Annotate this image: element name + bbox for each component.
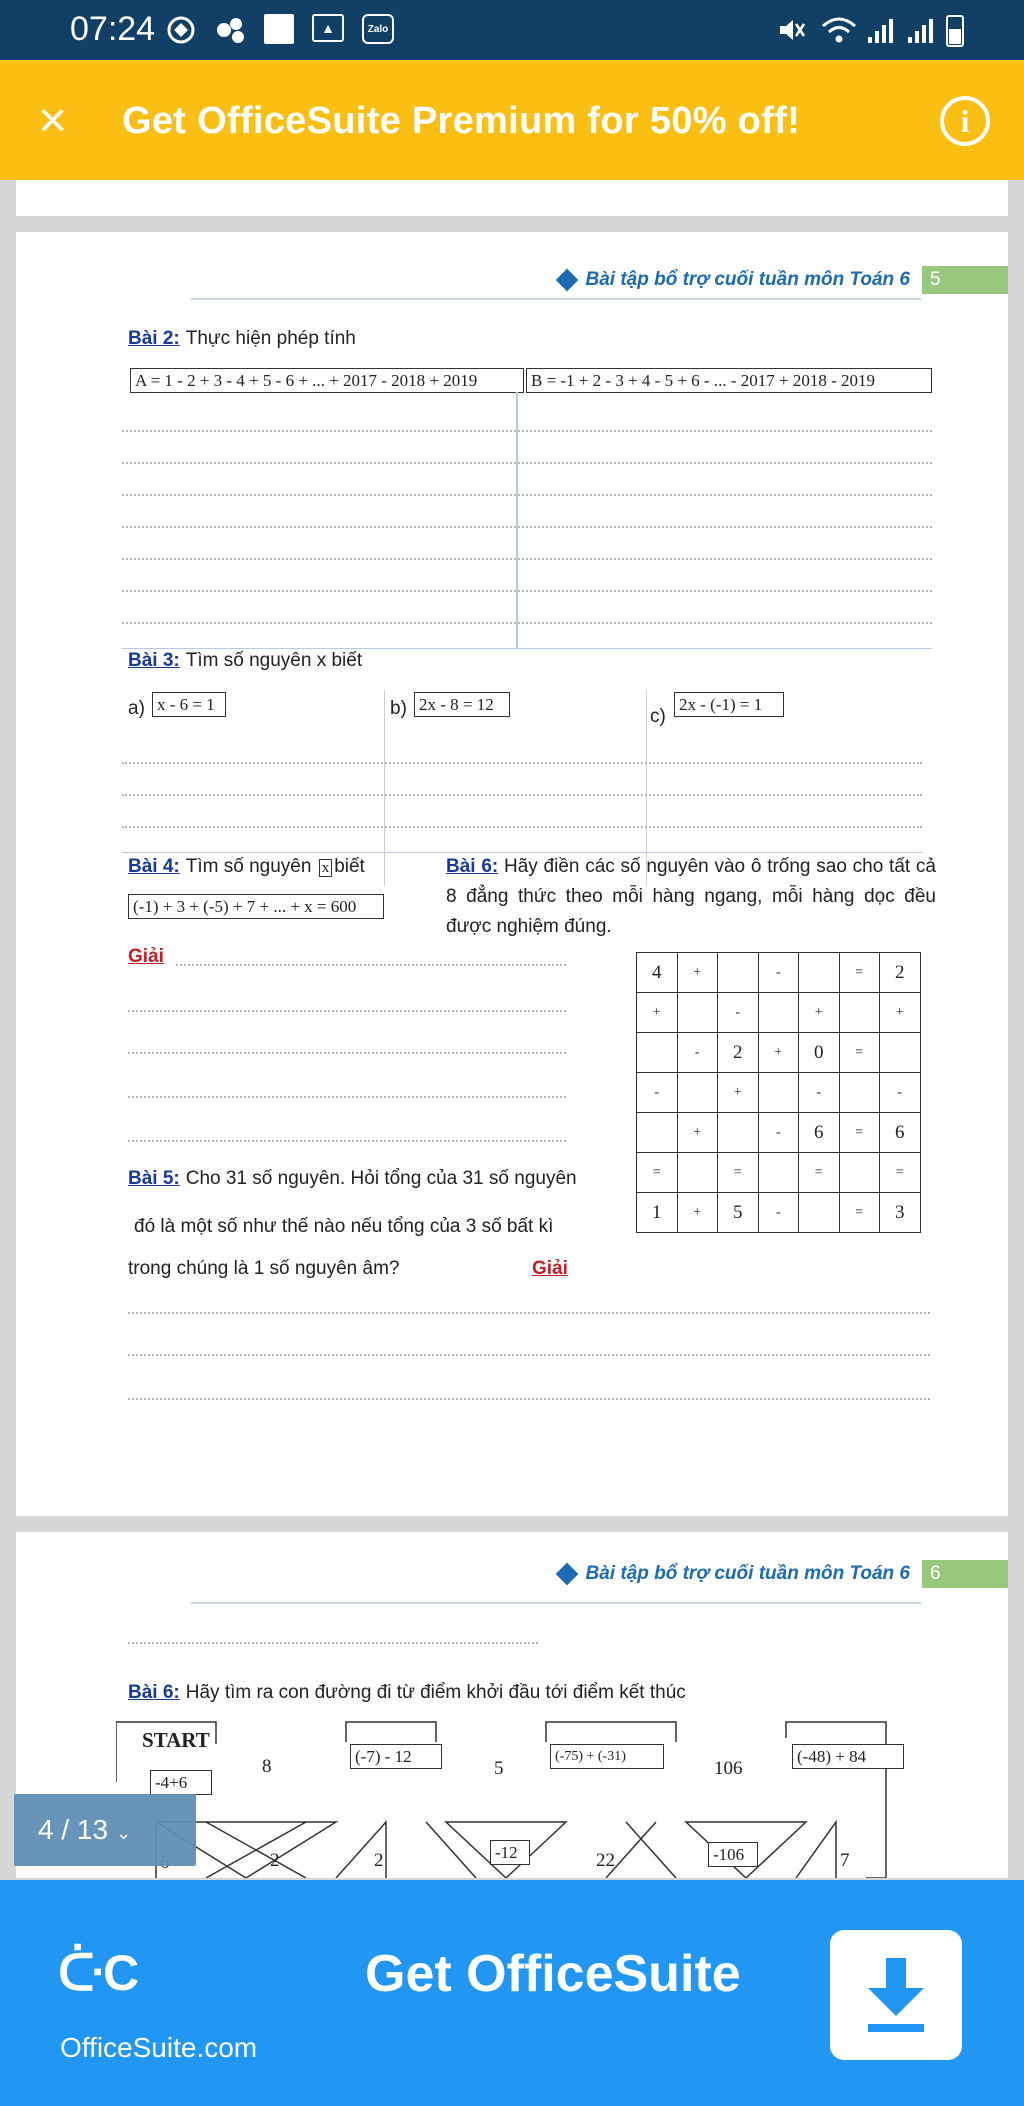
answer-line bbox=[176, 964, 566, 966]
bai3-a-prefix: a) bbox=[128, 698, 145, 719]
signal-1-icon bbox=[866, 14, 898, 46]
grid-cell: - bbox=[758, 1113, 799, 1153]
bai5-giai: Giải bbox=[532, 1258, 568, 1279]
bai6-p2-heading bbox=[128, 1682, 686, 1704]
grid-cell: 2 bbox=[718, 1033, 759, 1073]
bai3-c-prefix: c) bbox=[650, 706, 666, 727]
puzzle-num-5: 5 bbox=[494, 1758, 504, 1779]
grid-cell: 4 bbox=[637, 953, 678, 993]
zalo-icon: Zalo bbox=[362, 14, 394, 44]
page-indicator-text[interactable]: 4 / 13 bbox=[38, 1814, 109, 1845]
ad-site[interactable]: OfficeSuite.com bbox=[60, 2032, 258, 2063]
answer-line bbox=[128, 1096, 566, 1098]
grid-cell: 5 bbox=[718, 1193, 759, 1233]
grid-cell: + bbox=[677, 1113, 718, 1153]
number-grid bbox=[636, 952, 921, 1233]
diamond-icon bbox=[556, 269, 579, 292]
bai3-label: Bài 3: bbox=[128, 650, 180, 671]
equation-c: 2x - (-1) = 1 bbox=[674, 692, 784, 717]
puzzle-r5: 22 bbox=[596, 1850, 615, 1871]
bai6-text-block bbox=[446, 852, 936, 942]
start-label: START bbox=[142, 1728, 210, 1752]
grid-cell: - bbox=[637, 1073, 678, 1113]
previous-page-tail bbox=[16, 180, 1008, 216]
mute-icon bbox=[776, 14, 806, 46]
bai2-heading bbox=[128, 328, 356, 350]
header-title: Bài tập bổ trợ cuối tuần môn Toán 6 bbox=[585, 269, 910, 290]
answer-line bbox=[122, 794, 922, 796]
puzzle-r2: 2 bbox=[270, 1850, 280, 1871]
diamond-icon bbox=[556, 1563, 579, 1586]
header-rule bbox=[191, 1602, 921, 1604]
officesuite-logo: ᑤC bbox=[58, 1945, 140, 2001]
answer-line bbox=[128, 1398, 930, 1400]
grid-cell: = bbox=[839, 953, 880, 993]
header-title: Bài tập bổ trợ cuối tuần môn Toán 6 bbox=[585, 1563, 910, 1584]
bai5-text-1: Cho 31 số nguyên. Hỏi tổng của 31 số nguyên bbox=[185, 1168, 577, 1189]
bai3-heading bbox=[128, 650, 362, 672]
document-page-5 bbox=[16, 232, 1008, 1516]
grid-cell: = bbox=[880, 1153, 921, 1193]
page-indicator[interactable] bbox=[14, 1794, 196, 1866]
gallery-icon: ▲ bbox=[312, 14, 344, 42]
signal-2-icon bbox=[906, 14, 938, 46]
grid-cell bbox=[718, 1113, 759, 1153]
download-button[interactable] bbox=[830, 1930, 962, 2060]
equation-b: 2x - 8 = 12 bbox=[414, 692, 510, 717]
grid-cell: 2 bbox=[880, 953, 921, 993]
grid-cell: 0 bbox=[799, 1033, 840, 1073]
bai4-label: Bài 4: bbox=[128, 856, 180, 877]
expression-b: B = -1 + 2 - 3 + 4 - 5 + 6 - ... - 2017 + 2018 - 2019 bbox=[526, 368, 932, 393]
officesuite-ad-banner[interactable] bbox=[0, 1880, 1024, 2106]
bai5-label: Bài 5: bbox=[128, 1168, 180, 1189]
grid-cell bbox=[839, 1153, 880, 1193]
bai5-line-1 bbox=[128, 1168, 577, 1190]
grid-cell: = bbox=[839, 1193, 880, 1233]
answer-line bbox=[122, 590, 932, 592]
grid-row bbox=[637, 1033, 921, 1073]
grid-cell: - bbox=[758, 1193, 799, 1233]
bai5-line-3: trong chúng là 1 số nguyên âm? bbox=[128, 1258, 400, 1279]
bai3-text: Tìm số nguyên x biết bbox=[185, 650, 363, 671]
answer-line bbox=[122, 430, 932, 432]
answer-line bbox=[128, 1354, 930, 1356]
answer-line bbox=[122, 826, 922, 828]
puzzle-r7: 7 bbox=[840, 1850, 850, 1871]
grid-cell bbox=[677, 1073, 718, 1113]
grid-cell bbox=[758, 1073, 799, 1113]
grid-cell: + bbox=[718, 1073, 759, 1113]
grid-cell: 6 bbox=[880, 1113, 921, 1153]
page-header bbox=[559, 1560, 1008, 1588]
bai3-divider bbox=[384, 690, 385, 886]
expression-a: A = 1 - 2 + 3 - 4 + 5 - 6 + ... + 2017 - 2018 + 2019 bbox=[130, 368, 524, 393]
puzzle-r3: 2 bbox=[374, 1850, 384, 1871]
notification-square-icon bbox=[264, 14, 294, 44]
grid-row bbox=[637, 1073, 921, 1113]
promo-text[interactable]: Get OfficeSuite Premium for 50% off! bbox=[122, 100, 801, 142]
status-bar bbox=[0, 0, 1024, 60]
answer-line bbox=[122, 526, 932, 528]
bai4-text-2: biết bbox=[334, 856, 365, 877]
grid-cell: + bbox=[880, 993, 921, 1033]
grid-cell bbox=[880, 1033, 921, 1073]
grid-cell: = bbox=[839, 1113, 880, 1153]
grid-cell: - bbox=[758, 953, 799, 993]
page-number-badge: 6 bbox=[922, 1560, 1008, 1588]
wifi-icon bbox=[820, 14, 858, 46]
grid-cell: = bbox=[718, 1153, 759, 1193]
page-header bbox=[559, 266, 1008, 294]
answer-line bbox=[128, 1010, 566, 1012]
puzzle-expr-4: (-48) + 84 bbox=[792, 1744, 904, 1769]
grid-cell: - bbox=[677, 1033, 718, 1073]
bai3-b-prefix: b) bbox=[390, 698, 407, 719]
puzzle-expr-3: (-75) + (-31) bbox=[550, 1744, 664, 1769]
answer-line bbox=[122, 462, 932, 464]
battery-icon bbox=[946, 15, 964, 47]
download-icon bbox=[860, 1956, 932, 2036]
bai4-text: Tìm số nguyên bbox=[185, 856, 312, 877]
equation-a: x - 6 = 1 bbox=[152, 692, 226, 717]
grid-cell bbox=[677, 993, 718, 1033]
answer-line bbox=[128, 1312, 930, 1314]
answer-line bbox=[128, 1642, 538, 1644]
grid-cell: = bbox=[799, 1153, 840, 1193]
x-variable-box: x bbox=[319, 859, 333, 877]
answer-line bbox=[122, 558, 932, 560]
info-icon[interactable]: i bbox=[940, 96, 990, 146]
grid-cell bbox=[758, 993, 799, 1033]
bai5-line-2: đó là một số như thế nào nếu tổng của 3 số bất kì bbox=[134, 1216, 554, 1237]
ad-title[interactable]: Get OfficeSuite bbox=[365, 1945, 741, 2003]
grid-cell: - bbox=[880, 1073, 921, 1113]
grid-cell: 6 bbox=[799, 1113, 840, 1153]
messenger-icon bbox=[214, 14, 248, 46]
grid-cell bbox=[799, 953, 840, 993]
puzzle-r4: -12 bbox=[490, 1840, 530, 1865]
grid-row bbox=[637, 953, 921, 993]
puzzle-num-106: 106 bbox=[714, 1758, 743, 1779]
grid-cell bbox=[839, 993, 880, 1033]
puzzle-num-8: 8 bbox=[262, 1756, 272, 1777]
header-rule bbox=[191, 298, 921, 300]
grid-cell: + bbox=[677, 1193, 718, 1233]
premium-promo-banner[interactable] bbox=[0, 60, 1024, 180]
clock: 07:24 bbox=[70, 10, 156, 48]
grid-cell bbox=[799, 1193, 840, 1233]
answer-line bbox=[122, 762, 922, 764]
grid-cell bbox=[637, 1113, 678, 1153]
grid-row bbox=[637, 1193, 921, 1233]
bai4-giai: Giải bbox=[128, 946, 164, 967]
puzzle-expr-2: (-7) - 12 bbox=[350, 1744, 442, 1769]
grid-cell: = bbox=[637, 1153, 678, 1193]
grid-cell bbox=[839, 1073, 880, 1113]
grid-cell: = bbox=[839, 1033, 880, 1073]
answer-line bbox=[128, 1140, 566, 1142]
grid-cell: + bbox=[637, 993, 678, 1033]
grid-cell: + bbox=[799, 993, 840, 1033]
grid-cell bbox=[637, 1033, 678, 1073]
grid-cell: - bbox=[799, 1073, 840, 1113]
puzzle-r6: -106 bbox=[708, 1842, 758, 1867]
bai6-text: Hãy điền các số nguyên vào ô trống sao cho tất cả 8 đẳng thức theo mỗi hàng ngang, mỗi hàng dọc đều được nghiệm đúng. bbox=[446, 856, 936, 937]
bai4-heading bbox=[128, 856, 365, 878]
answer-line bbox=[128, 1052, 566, 1054]
bai6-p2-label: Bài 6: bbox=[128, 1682, 180, 1703]
bai4-equation: (-1) + 3 + (-5) + 7 + ... + x = 600 bbox=[128, 894, 384, 919]
grid-cell: + bbox=[677, 953, 718, 993]
chevron-down-icon[interactable]: ⌄ bbox=[116, 1823, 132, 1843]
grid-cell bbox=[677, 1153, 718, 1193]
answer-line bbox=[122, 622, 932, 624]
section-rule bbox=[122, 648, 932, 649]
bai6-p2-text: Hãy tìm ra con đường đi từ điểm khởi đầu tới điểm kết thúc bbox=[185, 1682, 686, 1703]
vpn-icon bbox=[166, 14, 196, 46]
grid-cell: 1 bbox=[637, 1193, 678, 1233]
bai2-label: Bài 2: bbox=[128, 328, 180, 349]
grid-row bbox=[637, 993, 921, 1033]
bai2-text: Thực hiện phép tính bbox=[185, 328, 356, 349]
bai6-label: Bài 6: bbox=[446, 856, 499, 877]
grid-cell bbox=[758, 1153, 799, 1193]
grid-cell: 3 bbox=[880, 1193, 921, 1233]
page-number-badge: 5 bbox=[922, 266, 1008, 294]
grid-cell: - bbox=[718, 993, 759, 1033]
grid-row bbox=[637, 1113, 921, 1153]
grid-row bbox=[637, 1153, 921, 1193]
puzzle-expr-1: -4+6 bbox=[150, 1770, 212, 1795]
answer-line bbox=[122, 494, 932, 496]
grid-cell: + bbox=[758, 1033, 799, 1073]
grid-cell bbox=[718, 953, 759, 993]
close-promo-button[interactable]: × bbox=[38, 92, 68, 148]
